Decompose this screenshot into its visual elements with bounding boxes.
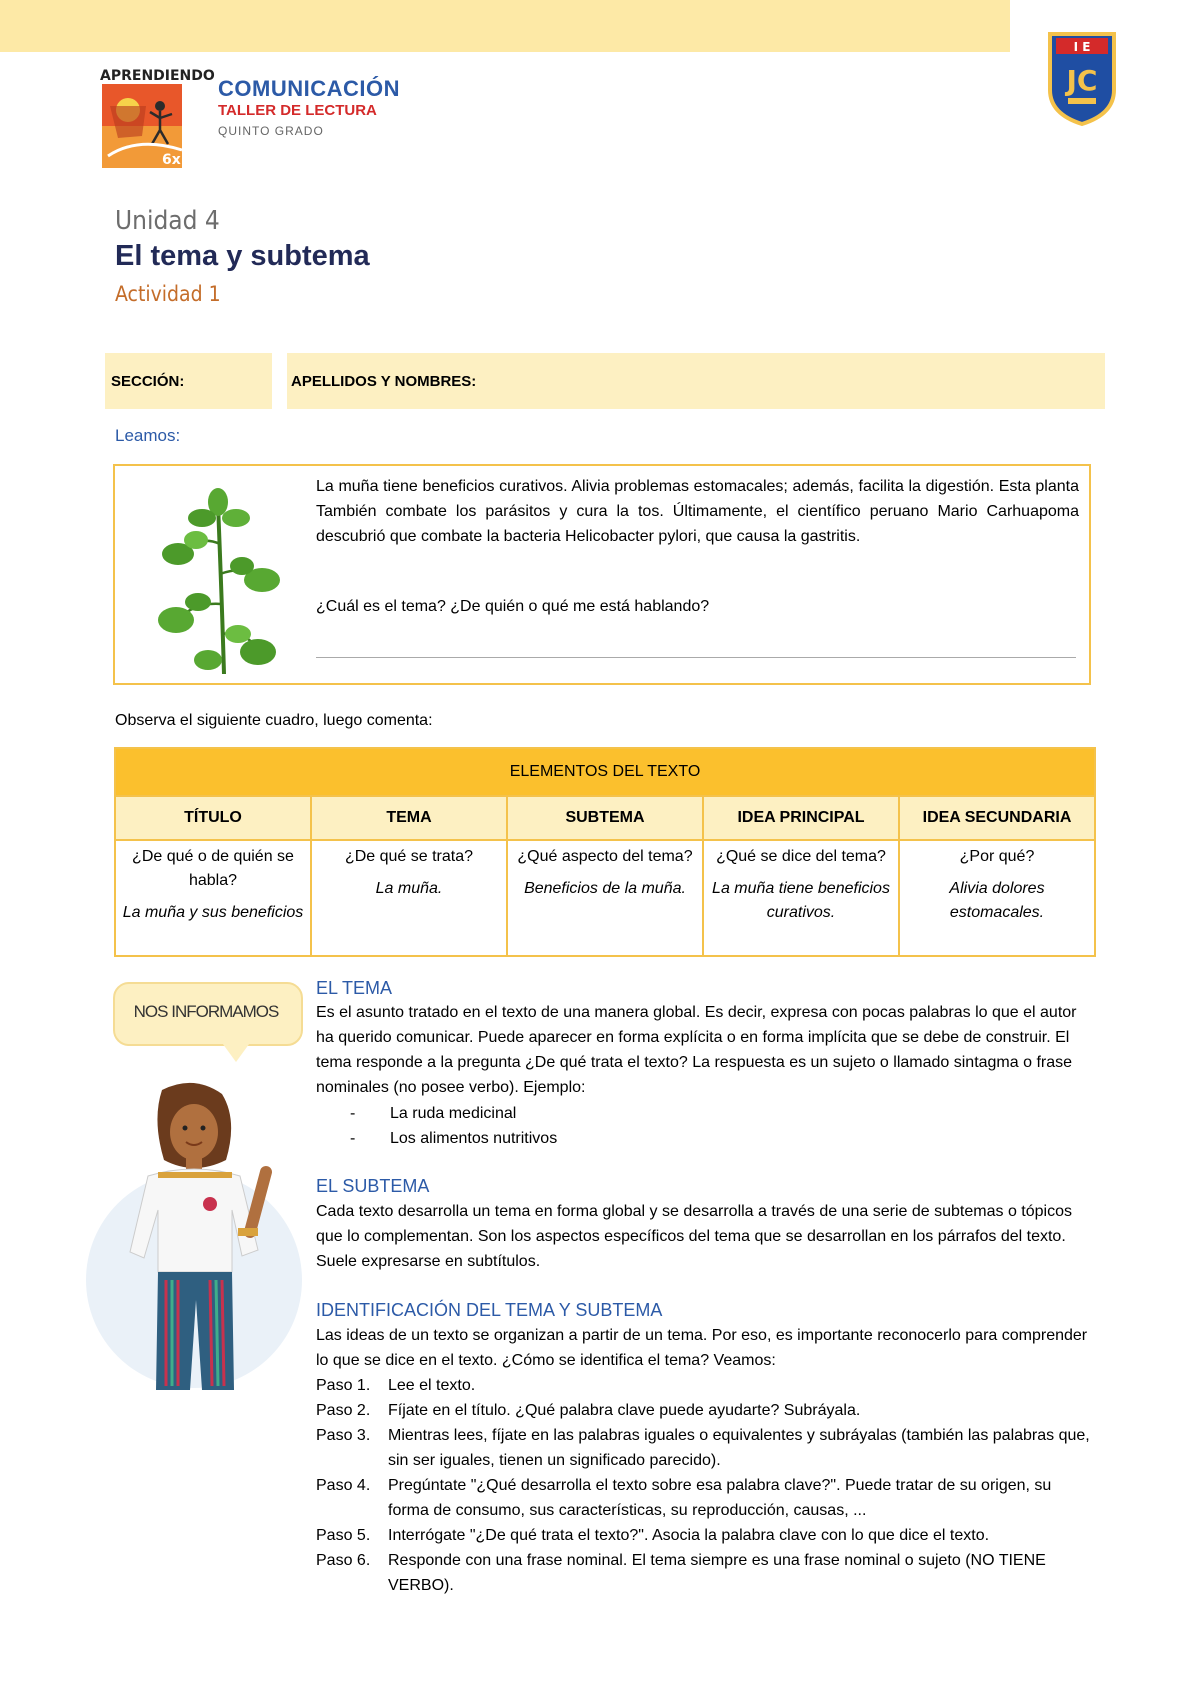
page-title: El tema y subtema [115,240,370,272]
subtema-text: Cada texto desarrolla un tema en forma global y se desarrolla a través de una serie de subtemas o tópicos que lo complementan. Son los aspectos específicos del tema que se desarrollan en los párrafos del texto. Suele expresarse en subtítulos. [316,1203,1072,1270]
activity-label: Actividad 1 [115,282,221,306]
tema-text: Es el asunto tratado en el texto de una manera global. Es decir, expresa con pocas palabras lo que el autor ha querido comunicar. Puede aparecer en forma explícita o en forma implícita que se debe de construir. El tema responde a la pregunta ¿De qué trata el texto? La respuesta es un sujeto o llamado sintagma o frase nominales (no posee verbo). Ejemplo: [316,1004,1077,1096]
cell-answer: Beneficios de la muña. [524,880,686,897]
unit-label: Unidad 4 [115,206,220,236]
cell-question: ¿De qué o de quién se habla? [132,848,294,889]
cell-answer: La muña tiene beneficios curativos. [712,880,890,921]
section-label: SECCIÓN: [111,372,185,390]
muna-plant-illustration [158,484,288,676]
step-text: Responde con una frase nominal. El tema siempre es una frase nominal o sujeto (NO TIENE VERBO). [388,1552,1046,1594]
header-banner [0,0,1010,52]
list-item [316,1548,1096,1598]
dash: - [350,1105,356,1122]
reading-text: La muña tiene beneficios curativos. Alivia problemas estomacales; además, facilita la digestión. Esta planta También combate los parásitos y cura la tos. Últimamente, el científico peruano Mario Carhuapoma descubrió que combate la bacteria Helicobacter pylori, que causa la gastritis. [316,478,1079,545]
svg-text:I E: I E [1073,40,1091,54]
column-header: TEMA [311,796,507,840]
table-heading: ELEMENTOS DEL TEXTO [115,748,1095,796]
cell-question: ¿Qué aspecto del tema? [517,848,693,865]
table-cell [311,840,507,956]
list-item [316,1473,1096,1523]
step-label: Paso 5. [316,1527,371,1544]
list-item [316,1523,1096,1548]
step-label: Paso 3. [316,1427,371,1444]
teacher-illustration [82,1080,302,1396]
example-text: La ruda medicinal [390,1105,517,1122]
steps-list [316,1373,1096,1598]
section-field[interactable] [105,353,272,409]
answer-line[interactable] [316,657,1076,658]
step-label: Paso 4. [316,1477,371,1494]
column-header: SUBTEMA [507,796,703,840]
table-cell [899,840,1095,956]
svg-text:JC: JC [1066,64,1098,97]
subject-title: COMUNICACIÓN [218,76,400,101]
step-label: Paso 6. [316,1552,371,1569]
dash: - [350,1130,356,1147]
table-cell [703,840,899,956]
list-item [316,1373,1096,1398]
step-label: Paso 1. [316,1377,371,1394]
list-item [350,1126,557,1151]
column-header: TÍTULO [115,796,311,840]
step-text: Mientras lees, fíjate en las palabras iguales o equivalentes y subráyalas (también las palabras que, sin ser iguales, tienen un significado parecido). [388,1427,1090,1469]
example-text: Los alimentos nutritivos [390,1130,558,1147]
grade-label: QUINTO GRADO [218,124,324,138]
observe-instruction: Observa el siguiente cuadro, luego comenta: [115,712,433,729]
school-crest-icon [1046,28,1118,126]
cell-question: ¿Qué se dice del tema? [716,848,886,865]
elements-table [114,747,1096,957]
step-text: Interrógate "¿De qué trata el texto?". Asocia la palabra clave con lo que dice el texto. [388,1527,990,1544]
bubble-text: NOS INFORMAMOS [133,1002,279,1021]
section-heading-tema: EL TEMA [316,978,393,998]
name-label: APELLIDOS Y NOMBRES: [291,372,477,390]
list-item [350,1101,557,1126]
section-heading-identificacion: IDENTIFICACIÓN DEL TEMA Y SUBTEMA [316,1300,663,1320]
aprendiendo-logo [98,66,215,170]
bubble-tail [220,1040,252,1062]
cell-answer: La muña. [375,880,443,897]
reading-heading: Leamos: [115,426,181,445]
identificacion-text: Las ideas de un texto se organizan a partir de un tema. Por eso, es importante reconocerlo para comprender lo que se dice en el texto. ¿Cómo se identifica el tema? Veamos: [316,1327,1088,1369]
step-text: Fíjate en el título. ¿Qué palabra clave puede ayudarte? Subráyala. [388,1402,861,1419]
table-cell [507,840,703,956]
section-heading-subtema: EL SUBTEMA [316,1176,430,1196]
workshop-title: TALLER DE LECTURA [218,102,377,119]
column-header: IDEA SECUNDARIA [899,796,1095,840]
svg-text:6x: 6x [162,152,181,168]
step-text: Pregúntate "¿Qué desarrolla el texto sobre esa palabra clave?". Puede tratar de su origen, su forma de consumo, sus características, su reproducción, causas, ... [388,1477,1052,1519]
step-label: Paso 2. [316,1402,371,1419]
list-item [316,1398,1096,1423]
student-name-field[interactable] [287,353,1105,409]
tema-examples [350,1101,557,1151]
table-cell [115,840,311,956]
cell-answer: La muña y sus beneficios [122,904,304,921]
reading-question: ¿Cuál es el tema? ¿De quién o qué me está hablando? [316,598,710,615]
step-text: Lee el texto. [388,1377,476,1394]
cell-answer: Alivia dolores estomacales. [949,880,1045,921]
column-header: IDEA PRINCIPAL [703,796,899,840]
list-item [316,1423,1096,1473]
svg-text:APRENDIENDO: APRENDIENDO [100,68,215,84]
cell-question: ¿Por qué? [959,848,1035,865]
cell-question: ¿De qué se trata? [344,848,474,865]
